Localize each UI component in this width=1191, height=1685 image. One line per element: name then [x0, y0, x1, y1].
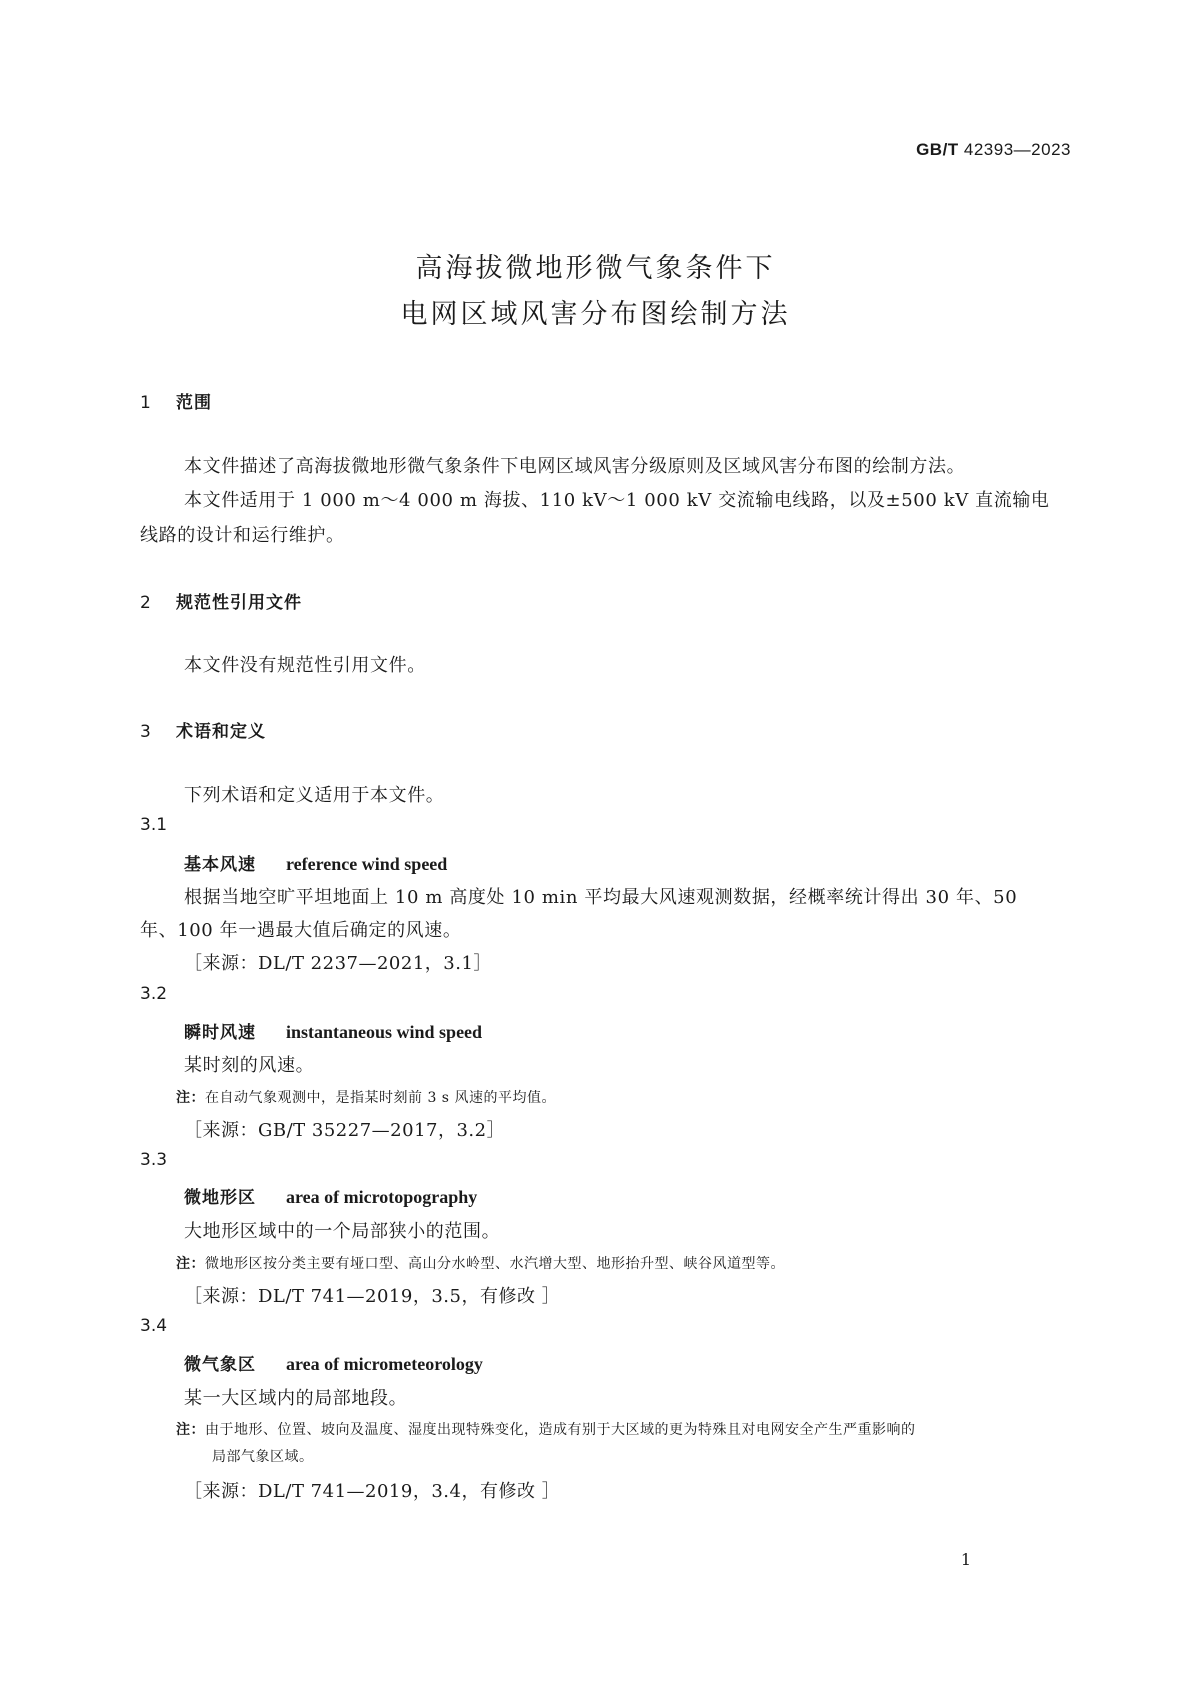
term-source: ［来源：DL/T 741—2019，3.5，有修改 ］ [184, 1286, 561, 1307]
term-english: area of microtopography [286, 1187, 478, 1207]
section-2-title: 规范性引用文件 [176, 593, 302, 613]
term-english: instantaneous wind speed [286, 1022, 483, 1042]
section-1-heading [140, 388, 212, 413]
term-note-continuation: 局部气象区域。 [212, 1449, 314, 1465]
term-chinese: 微气象区 [184, 1355, 256, 1375]
term-note [176, 1419, 916, 1439]
standard-code-prefix: GB/T [916, 140, 959, 159]
term-number: 3.4 [140, 1316, 168, 1336]
term-source: ［来源：GB/T 35227—2017，3.2］ [184, 1120, 506, 1141]
note-label: 注： [176, 1422, 205, 1438]
term-definition-line-1: 某一大区域内的局部地段。 [184, 1388, 408, 1409]
section-1-paragraph-1: 本文件描述了高海拔微地形微气象条件下电网区域风害分级原则及区域风害分布图的绘制方法。 [184, 456, 966, 477]
term-heading [184, 1183, 477, 1208]
section-2-heading [140, 588, 302, 613]
term-definition-line-1: 大地形区域中的一个局部狭小的范围。 [184, 1221, 501, 1242]
note-text: 由于地形、位置、坡向及温度、湿度出现特殊变化，造成有别于大区域的更为特殊且对电网安全产生严重影响的 [205, 1422, 916, 1438]
term-note [176, 1087, 556, 1107]
term-english: reference wind speed [286, 854, 448, 874]
section-1-paragraph-2-line-1: 本文件适用于 1 000 m～4 000 m 海拔、110 kV～1 000 kV 交流输电线路，以及±500 kV 直流输电 [184, 490, 1050, 511]
term-number: 3.1 [140, 815, 168, 835]
term-english: area of micrometeorology [286, 1354, 483, 1374]
section-3-heading [140, 717, 266, 742]
section-2-paragraph: 本文件没有规范性引用文件。 [184, 655, 426, 676]
section-1-paragraph-2-line-2: 线路的设计和运行维护。 [140, 525, 345, 546]
term-heading [184, 1350, 483, 1375]
standard-code-number: 42393—2023 [958, 140, 1071, 159]
term-heading [184, 850, 447, 875]
section-2-number: 2 [140, 593, 152, 613]
section-1-title: 范围 [176, 393, 212, 413]
term-note [176, 1253, 785, 1273]
term-source: ［来源：DL/T 741—2019，3.4，有修改 ］ [184, 1481, 561, 1502]
term-source: ［来源：DL/T 2237—2021，3.1］ [184, 953, 492, 974]
document-title-line-2: 电网区域风害分布图绘制方法 [400, 299, 791, 330]
term-number: 3.3 [140, 1150, 168, 1170]
document-title-line-1: 高海拔微地形微气象条件下 [415, 253, 776, 284]
standard-code [916, 140, 1071, 160]
note-text: 在自动气象观测中，是指某时刻前 3 s 风速的平均值。 [205, 1090, 556, 1106]
term-chinese: 瞬时风速 [184, 1023, 256, 1043]
term-chinese: 微地形区 [184, 1188, 256, 1208]
note-text: 微地形区按分类主要有垭口型、高山分水岭型、水汽增大型、地形抬升型、峡谷风道型等。 [205, 1256, 785, 1272]
section-1-number: 1 [140, 393, 152, 413]
term-definition-line-2: 年、100 年一遇最大值后确定的风速。 [140, 920, 462, 941]
section-3-number: 3 [140, 722, 152, 742]
term-chinese: 基本风速 [184, 855, 256, 875]
section-3-intro: 下列术语和定义适用于本文件。 [184, 785, 445, 806]
section-3-title: 术语和定义 [176, 722, 266, 742]
note-label: 注： [176, 1090, 205, 1106]
term-definition-line-1: 某时刻的风速。 [184, 1055, 315, 1076]
term-heading [184, 1018, 482, 1043]
note-label: 注： [176, 1256, 205, 1272]
term-number: 3.2 [140, 984, 168, 1004]
term-definition-line-1: 根据当地空旷平坦地面上 10 m 高度处 10 min 平均最大风速观测数据，经概率统计得出 30 年、50 [184, 887, 1018, 908]
page-number: 1 [960, 1550, 971, 1569]
